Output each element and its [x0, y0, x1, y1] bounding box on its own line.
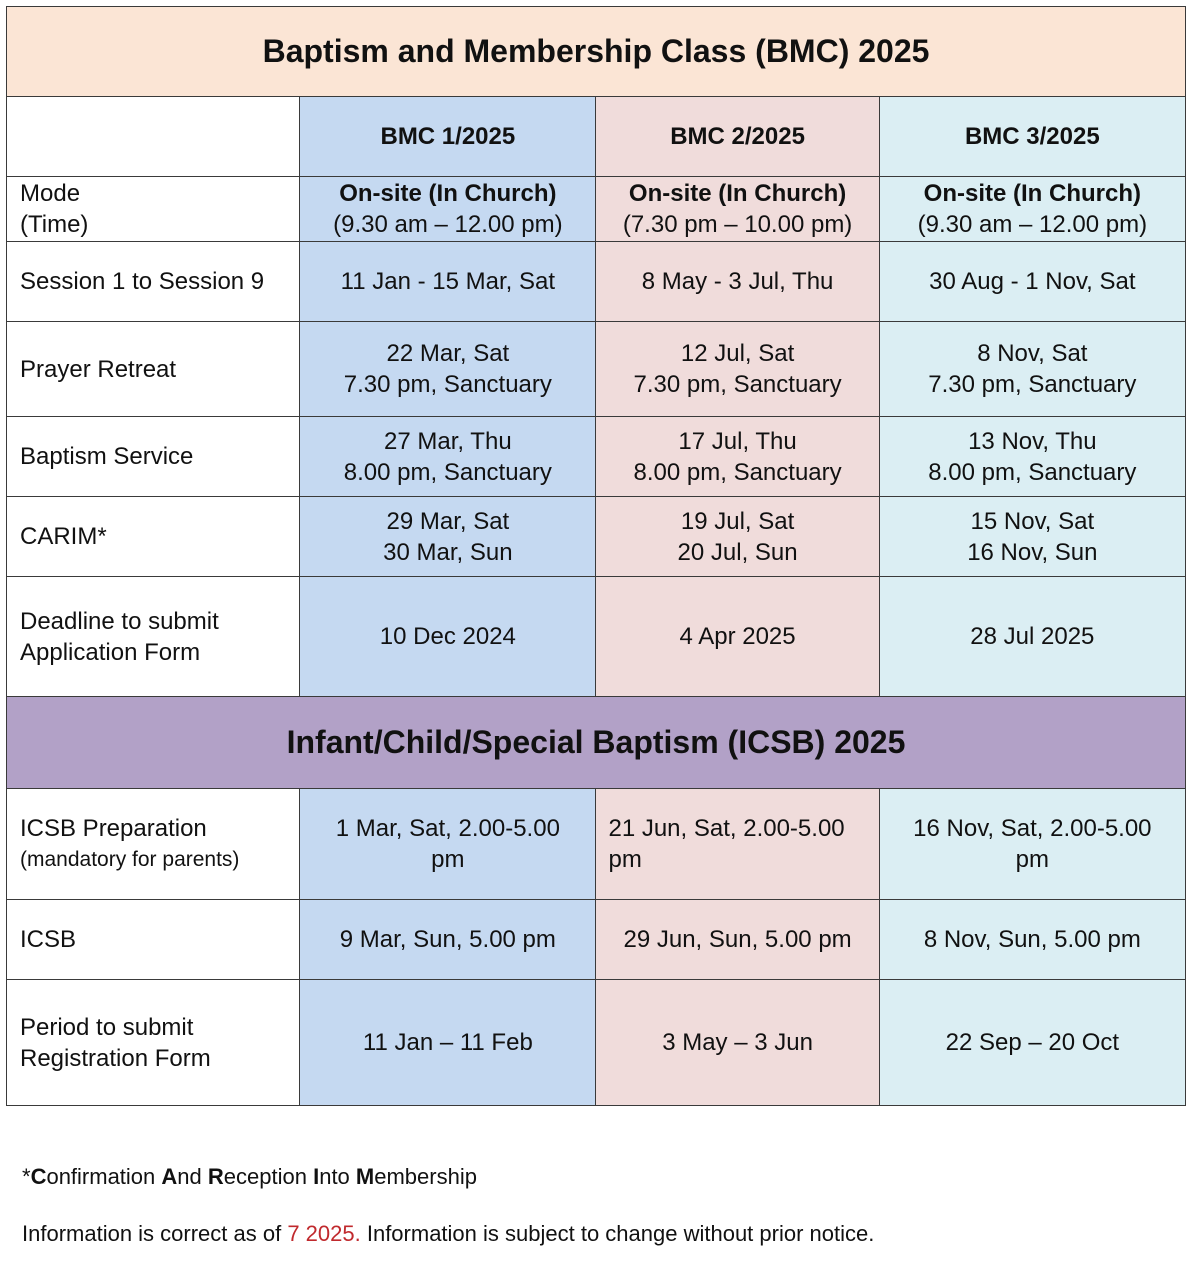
icsb-preparation-cell-3: 16 Nov, Sat, 2.00-5.00 pm [879, 789, 1185, 900]
table-row-carim [7, 497, 1186, 577]
table-row-prayer-retreat [7, 322, 1186, 417]
table-row-icsb [7, 900, 1186, 980]
deadline-cell-bmc1: 10 Dec 2024 [300, 577, 596, 697]
bmc-header-row [7, 97, 1186, 177]
prayer-retreat-cell-bmc2: 12 Jul, Sat 7.30 pm, Sanctuary [596, 322, 879, 417]
deadline-cell-bmc2: 4 Apr 2025 [596, 577, 879, 697]
row-label-baptism-service: Baptism Service [7, 417, 300, 497]
notice-date: 7 2025. [287, 1221, 361, 1246]
row-label-prayer-retreat: Prayer Retreat [7, 322, 300, 417]
row-label-registration-period: Period to submit Registration Form [7, 980, 300, 1106]
registration-period-cell-2: 3 May – 3 Jun [596, 980, 879, 1106]
icsb-cell-2: 29 Jun, Sun, 5.00 pm [596, 900, 879, 980]
table-row-registration-period [7, 980, 1186, 1106]
table-row-icsb-preparation [7, 789, 1186, 900]
row-label-deadline: Deadline to submit Application Form [7, 577, 300, 697]
prayer-retreat-cell-bmc3: 8 Nov, Sat 7.30 pm, Sanctuary [879, 322, 1185, 417]
bmc3-header: BMC 3/2025 [879, 97, 1185, 177]
header-empty-cell [7, 97, 300, 177]
row-label-mode: Mode (Time) [7, 177, 300, 242]
registration-period-cell-3: 22 Sep – 20 Oct [879, 980, 1185, 1106]
bmc2-header: BMC 2/2025 [596, 97, 879, 177]
carim-cell-bmc1: 29 Mar, Sat 30 Mar, Sun [300, 497, 596, 577]
icsb-cell-3: 8 Nov, Sun, 5.00 pm [879, 900, 1185, 980]
carim-cell-bmc3: 15 Nov, Sat 16 Nov, Sun [879, 497, 1185, 577]
sessions-cell-bmc3: 30 Aug - 1 Nov, Sat [879, 242, 1185, 322]
bmc-title: Baptism and Membership Class (BMC) 2025 [7, 7, 1186, 97]
footnote-star: * [22, 1164, 31, 1189]
mode-cell-bmc2: On-site (In Church) (7.30 pm – 10.00 pm) [596, 177, 879, 242]
icsb-title: Infant/Child/Special Baptism (ICSB) 2025 [7, 697, 1186, 789]
table-row-baptism-service [7, 417, 1186, 497]
icsb-cell-1: 9 Mar, Sun, 5.00 pm [300, 900, 596, 980]
carim-footnote: *Confirmation And Reception Into Membership [22, 1164, 477, 1189]
row-label-sessions: Session 1 to Session 9 [7, 242, 300, 322]
baptism-service-cell-bmc3: 13 Nov, Thu 8.00 pm, Sanctuary [879, 417, 1185, 497]
row-label-icsb: ICSB [7, 900, 300, 980]
baptism-service-cell-bmc2: 17 Jul, Thu 8.00 pm, Sanctuary [596, 417, 879, 497]
schedule-container [6, 6, 1186, 1106]
icsb-preparation-cell-2: 21 Jun, Sat, 2.00-5.00 pm [596, 789, 879, 900]
table-row-deadline [7, 577, 1186, 697]
table-row-sessions [7, 242, 1186, 322]
baptism-service-cell-bmc1: 27 Mar, Thu 8.00 pm, Sanctuary [300, 417, 596, 497]
mode-cell-bmc1: On-site (In Church) (9.30 am – 12.00 pm) [300, 177, 596, 242]
schedule-table [6, 6, 1186, 1106]
icsb-preparation-cell-1: 1 Mar, Sat, 2.00-5.00 pm [300, 789, 596, 900]
bmc1-header: BMC 1/2025 [300, 97, 596, 177]
prayer-retreat-cell-bmc1: 22 Mar, Sat 7.30 pm, Sanctuary [300, 322, 596, 417]
sessions-cell-bmc1: 11 Jan - 15 Mar, Sat [300, 242, 596, 322]
row-label-icsb-preparation: ICSB Preparation (mandatory for parents) [7, 789, 300, 900]
table-row-mode [7, 177, 1186, 242]
mode-cell-bmc3: On-site (In Church) (9.30 am – 12.00 pm) [879, 177, 1185, 242]
row-label-carim: CARIM* [7, 497, 300, 577]
sessions-cell-bmc2: 8 May - 3 Jul, Thu [596, 242, 879, 322]
registration-period-cell-1: 11 Jan – 11 Feb [300, 980, 596, 1106]
carim-cell-bmc2: 19 Jul, Sat 20 Jul, Sun [596, 497, 879, 577]
deadline-cell-bmc3: 28 Jul 2025 [879, 577, 1185, 697]
disclaimer-notice: Information is correct as of 7 2025. Information is subject to change without prior notice. [22, 1221, 875, 1246]
